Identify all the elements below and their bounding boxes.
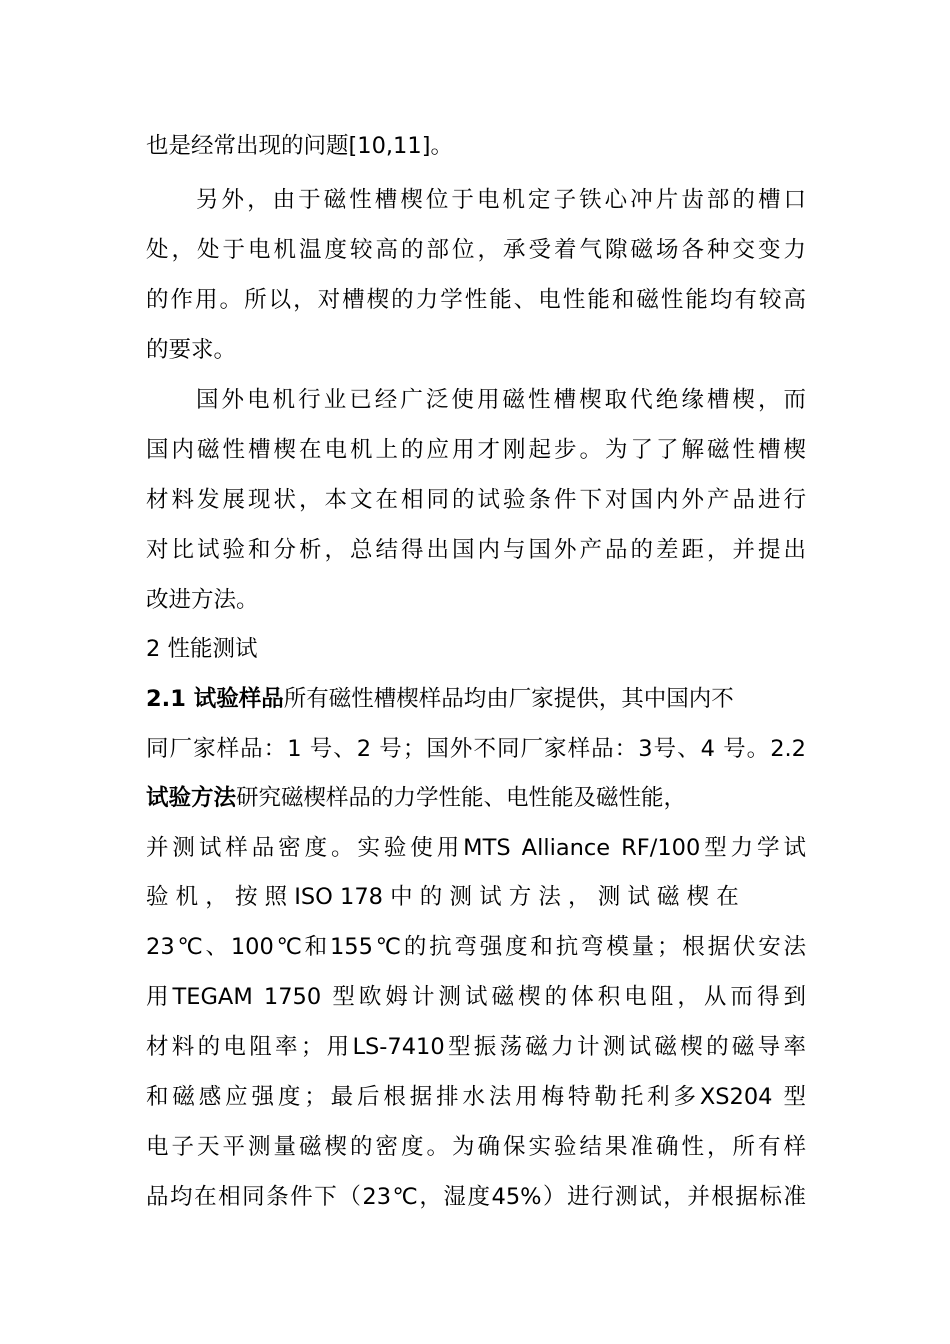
paragraph-line: 国外电机行业已经广泛使用磁性槽楔取代绝缘槽楔，而 bbox=[196, 387, 806, 413]
paragraph-line: 对比试验和分析，总结得出国内与国外产品的差距，并提出 bbox=[146, 537, 806, 563]
paragraph-line: 国内磁性槽楔在电机上的应用才刚起步。为了了解磁性槽楔 bbox=[146, 437, 806, 463]
paragraph-text: 研究磁楔样品的力学性能、电性能及磁性能， bbox=[236, 785, 687, 811]
paragraph-line: 验 机 ， 按 照 ISO 178 中 的 测 试 方 法 ， 测 试 磁 楔 在 bbox=[146, 884, 739, 910]
paragraph-line: 用TEGAM 1750 型欧姆计测试磁楔的体积电阻，从而得到 bbox=[146, 984, 806, 1010]
paragraph-line bbox=[146, 781, 806, 815]
paragraph-line: 并测试样品密度。实验使用MTS Alliance RF/100型力学试 bbox=[146, 835, 806, 861]
paragraph-text: 所有磁性槽楔样品均由厂家提供，其中国内不 bbox=[283, 686, 734, 712]
paragraph-line: 23℃、100℃和155℃的抗弯强度和抗弯模量；根据伏安法 bbox=[146, 934, 806, 960]
paragraph-line: 电子天平测量磁楔的密度。为确保实验结果准确性，所有样 bbox=[146, 1134, 806, 1160]
paragraph-line: 的作用。所以，对槽楔的力学性能、电性能和磁性能均有较高 bbox=[146, 287, 806, 313]
paragraph-line: 处，处于电机温度较高的部位，承受着气隙磁场各种交变力 bbox=[146, 237, 806, 263]
paragraph-line: 材料的电阻率；用LS-7410型振荡磁力计测试磁楔的磁导率 bbox=[146, 1034, 806, 1060]
section-heading: 2 性能测试 bbox=[146, 636, 258, 662]
paragraph-line: 另外，由于磁性槽楔位于电机定子铁心冲片齿部的槽口 bbox=[196, 187, 806, 213]
subsection-heading: 2.1 试验样品 bbox=[146, 686, 284, 712]
paragraph-line: 品均在相同条件下（23℃，湿度45%）进行测试，并根据标准 bbox=[146, 1184, 806, 1210]
paragraph-line: 和磁感应强度；最后根据排水法用梅特勒托利多XS204 型 bbox=[146, 1084, 806, 1110]
subsection-heading: 试验方法 bbox=[146, 785, 237, 811]
paragraph-line: 也是经常出现的问题[10,11]。 bbox=[146, 133, 453, 159]
paragraph-line bbox=[146, 682, 806, 716]
paragraph-line: 同厂家样品：1 号、2 号；国外不同厂家样品：3号、4 号。2.2 bbox=[146, 736, 806, 762]
paragraph-line: 材料发展现状，本文在相同的试验条件下对国内外产品进行 bbox=[146, 487, 806, 513]
paragraph-line: 改进方法。 bbox=[146, 587, 259, 613]
paragraph-line: 的要求。 bbox=[146, 337, 237, 363]
